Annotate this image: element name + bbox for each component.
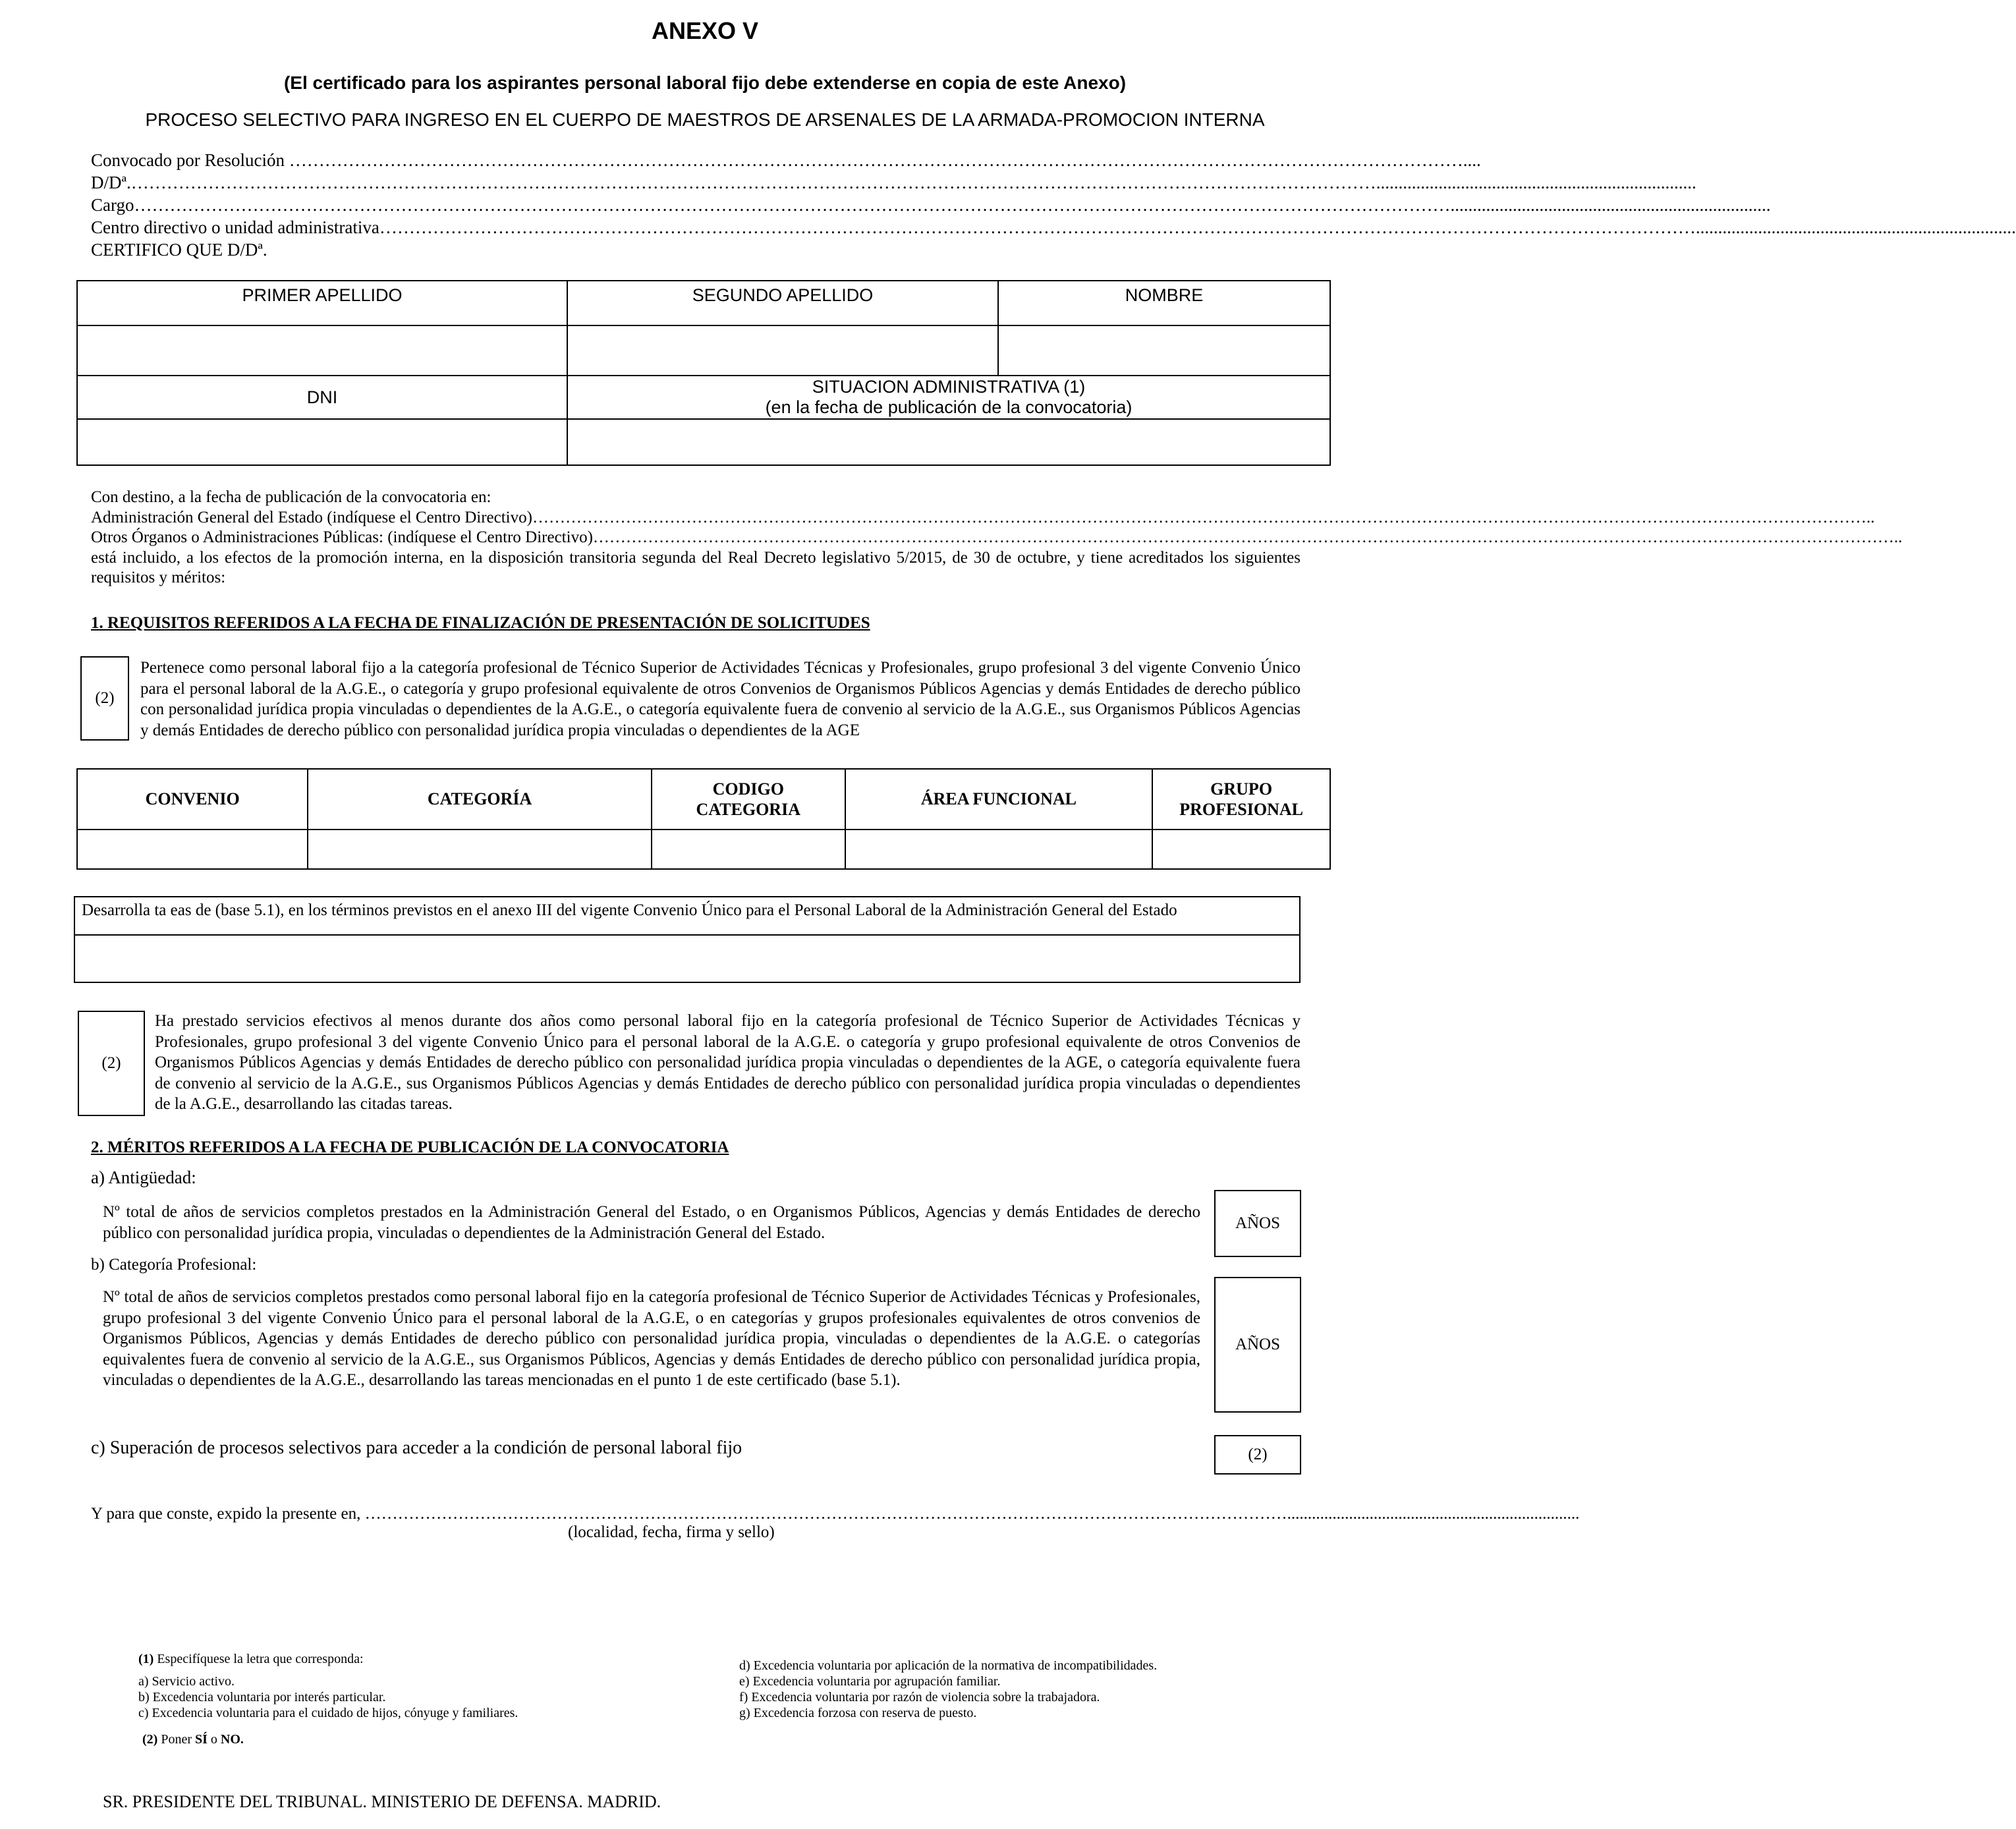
certifico-label: CERTIFICO QUE D/Dª. <box>91 240 267 260</box>
situacion-label: SITUACION ADMINISTRATIVA (1) <box>812 377 1086 397</box>
dni-field[interactable] <box>77 419 567 465</box>
tareas-field[interactable] <box>74 935 1300 982</box>
convenio-header: CONVENIO <box>77 769 308 830</box>
superacion-box-label: (2) <box>1248 1446 1268 1463</box>
closing-sub: (localidad, fecha, firma y sello) <box>568 1523 775 1541</box>
note1-number: (1) <box>138 1652 154 1666</box>
servicios-checkbox-label: (2) <box>101 1054 121 1072</box>
antiguedad-years-box[interactable] <box>1214 1190 1301 1257</box>
primer-apellido-header: PRIMER APELLIDO <box>77 281 567 325</box>
closing-label: Y para que conste, expido la presente en, <box>91 1505 361 1523</box>
destino-line1: Con destino, a la fecha de publicación de la convocatoria en: <box>91 488 491 506</box>
superacion-text: c) Superación de procesos selectivos para acceder a la condición de personal laboral fijo <box>91 1438 742 1458</box>
page-title: ANEXO V <box>651 17 759 44</box>
dni-header: DNI <box>77 376 567 419</box>
convocado-label: Convocado por Resolución <box>91 150 285 170</box>
note2 <box>138 1731 518 1747</box>
subtitle: (El certificado para los aspirantes personal laboral fijo debe extenderse en copia de este Anexo) <box>283 72 1127 93</box>
cargo-line[interactable]: Cargo……………………………………………………………………………………………………………………………………………………………………………………………………........................................................................ <box>91 195 1771 215</box>
centro-line[interactable]: Centro directivo o unidad administrativa……………………………………………………………………………………………………………………………………………………………………………………………………........................................................................ <box>91 217 2016 237</box>
notes-left <box>138 1651 518 1747</box>
note1-label: Especifíquese la letra que corresponda: <box>157 1652 364 1666</box>
footer-addressee: SR. PRESIDENTE DEL TRIBUNAL. MINISTERIO DE DEFENSA. MADRID. <box>103 1792 661 1811</box>
note-d: d) Excedencia voluntaria por aplicación de la normativa de incompatibilidades. <box>739 1658 1158 1673</box>
segundo-apellido-field[interactable] <box>567 325 998 376</box>
area-funcional-field[interactable] <box>845 830 1153 869</box>
codigo-categoria-header: CODIGO CATEGORIA <box>652 769 845 830</box>
nombre-field[interactable] <box>998 325 1330 376</box>
categoria-profesional-label: b) Categoría Profesional: <box>91 1256 257 1274</box>
situacion-note: (en la fecha de publicación de la convocatoria) <box>765 397 1133 417</box>
servicios-text: Ha prestado servicios efectivos al menos durante dos años como personal laboral fijo en la categoría profesional de Técnico Superior de Actividades Técnicas y Profesionales, grupo profesional 3 del vigente Convenio Único para el personal laboral de la A.G.E. o categoría y grupo profesional equivalente de otros Convenios de Organismos Públicos Agencias y demás Entidades de derecho público con personalidad jurídica propia vinculadas o dependientes de la AGE, o categoría equivalente fuera de convenio al servicio de la A.G.E., sus Organismos Públicos Agencias y demás Entidades de derecho público con personalidad jurídica propia vinculadas o dependientes de la A.G.E., desarrollando las citadas tareas. <box>155 1012 1301 1113</box>
section1-text: Pertenece como personal laboral fijo a la categoría profesional de Técnico Superior de Actividades Técnicas y Profesionales, grupo profesional 3 del vigente Convenio Único para el personal laboral de la A.G.E., o categoría y grupo profesional equivalente de otros Convenios de Organismos Públicos Agencias y demás Entidades de derecho público con personalidad jurídica propia vinculadas o dependientes de la A.G.E., o categoría equivalente fuera de convenio al servicio de la A.G.E., sus Organismos Públicos Agencias y demás Entidades de derecho público con personalidad jurídica propia vinculadas o dependientes de la AGE <box>140 659 1301 739</box>
situacion-header <box>567 376 1330 419</box>
antiguedad-years-label: AÑOS <box>1235 1214 1281 1232</box>
superacion-box[interactable] <box>1214 1435 1301 1475</box>
identification-table <box>76 280 1331 466</box>
section1-checkbox[interactable] <box>80 656 129 741</box>
centro-label: Centro directivo o unidad administrativa <box>91 217 379 237</box>
destino-otros-label: Otros Órganos o Administraciones Públicas: (indíquese el Centro Directivo) <box>91 528 593 546</box>
section2-heading: 2. MÉRITOS REFERIDOS A LA FECHA DE PUBLICACIÓN DE LA CONVOCATORIA <box>91 1139 729 1156</box>
note-e: e) Excedencia voluntaria por agrupación familiar. <box>739 1674 1001 1689</box>
notes-right <box>739 1658 1157 1721</box>
destino-block <box>91 488 1903 588</box>
note-c: c) Excedencia voluntaria para el cuidado de hijos, cónyuge y familiares. <box>138 1706 518 1720</box>
note2-si: SÍ <box>195 1732 208 1747</box>
codigo-categoria-field[interactable] <box>652 830 845 869</box>
destino-line4: está incluido, a los efectos de la promoción interna, en la disposición transitoria segunda del Real Decreto legislativo 5/2015, de 30 de octubre, y tiene acreditados los siguientes requisitos y méritos: <box>91 548 1301 586</box>
categoria-header: CATEGORÍA <box>308 769 652 830</box>
nombre-header: NOMBRE <box>998 281 1330 325</box>
note-b: b) Excedencia voluntaria por interés particular. <box>138 1690 386 1704</box>
process-title: PROCESO SELECTIVO PARA INGRESO EN EL CUERPO DE MAESTROS DE ARSENALES DE LA ARMADA-PROMOCION INTERNA <box>145 109 1265 130</box>
convenio-field[interactable] <box>77 830 308 869</box>
dd-line[interactable]: D/Dª.…………………………………………………………………………………………………………………………………………………………………………………………........................................................................ <box>91 173 1696 192</box>
note2-pre: Poner <box>161 1732 192 1747</box>
categoria-field[interactable] <box>308 830 652 869</box>
grupo-profesional-header: GRUPO PROFESIONAL <box>1152 769 1330 830</box>
antiguedad-label: a) Antigüedad: <box>91 1168 196 1187</box>
note-a: a) Servicio activo. <box>138 1674 235 1689</box>
destino-age-label: Administración General del Estado (indíquese el Centro Directivo) <box>91 508 532 526</box>
destino-otros-line[interactable]: Otros Órganos o Administraciones Públicas: (indíquese el Centro Directivo)………………………………………………………………………………………………………………………………………………………………………………………………………………….. <box>91 528 1903 546</box>
servicios-checkbox[interactable] <box>78 1011 145 1116</box>
section1-checkbox-label: (2) <box>95 689 115 707</box>
dd-label: D/Dª. <box>91 173 131 192</box>
categoria-years-box[interactable] <box>1214 1277 1301 1413</box>
categoria-years-label: AÑOS <box>1235 1336 1281 1353</box>
note1-heading <box>138 1651 518 1667</box>
segundo-apellido-header: SEGUNDO APELLIDO <box>567 281 998 325</box>
convocado-line[interactable]: Convocado por Resolución ……………………………………………………………………………………………………………………………………………………………………………….... <box>91 150 1481 170</box>
area-funcional-header: ÁREA FUNCIONAL <box>845 769 1153 830</box>
section1-heading: 1. REQUISITOS REFERIDOS A LA FECHA DE FINALIZACIÓN DE PRESENTACIÓN DE SOLICITUDES <box>91 614 870 632</box>
antiguedad-text: Nº total de años de servicios completos prestados en la Administración General del Estado, o en Organismos Públicos, Agencias y demás Entidades de derecho público con personalidad jurídica propia, vinculadas o dependientes de la Administración General del Estado. <box>103 1203 1200 1242</box>
note2-number: (2) <box>142 1732 158 1747</box>
situacion-field[interactable] <box>567 419 1330 465</box>
categoria-profesional-text: Nº total de años de servicios completos prestados como personal laboral fijo en la categoría profesional de Técnico Superior de Actividades Técnicas y Profesionales, grupo profesional 3 del vigente Convenio Único para el personal laboral de la A.G.E, o en categorías y grupos profesionales equivalentes de otros convenios de Organismos Públicos, Agencias y demás Entidades de derecho público con personalidad jurídica propia, vinculadas o dependientes de la A.G.E. o categorías equivalentes fuera de convenio al servicio de la A.G.E., sus Organismos Públicos, Agencias y demás Entidades de derecho público con personalidad jurídica propia, vinculadas o dependientes de la A.G.E., desarrollando las tareas mencionadas en el punto 1 de este certificado (base 5.1). <box>103 1288 1200 1389</box>
cargo-label: Cargo <box>91 195 134 215</box>
tareas-text: Desarrolla ta eas de (base 5.1), en los términos previstos en el anexo III del vigente Convenio Único para el Personal Laboral de la Administración General del Estado <box>74 897 1300 935</box>
note-g: g) Excedencia forzosa con reserva de puesto. <box>739 1706 977 1720</box>
grupo-profesional-field[interactable] <box>1152 830 1330 869</box>
category-table <box>76 768 1331 870</box>
note2-o: o <box>210 1732 217 1747</box>
primer-apellido-field[interactable] <box>77 325 567 376</box>
note2-no: NO. <box>220 1732 244 1747</box>
destino-age-line[interactable]: Administración General del Estado (indíquese el Centro Directivo)……………………………………………………………………………………………………………………………………………………………………………………………………………………….. <box>91 508 1875 526</box>
note-f: f) Excedencia voluntaria por razón de violencia sobre la trabajadora. <box>739 1690 1100 1704</box>
closing-line[interactable]: Y para que conste, expido la presente en, ……………………………………………………………………………………………………………………………………………………....................................................................... <box>91 1505 1580 1523</box>
tareas-table <box>74 896 1301 983</box>
